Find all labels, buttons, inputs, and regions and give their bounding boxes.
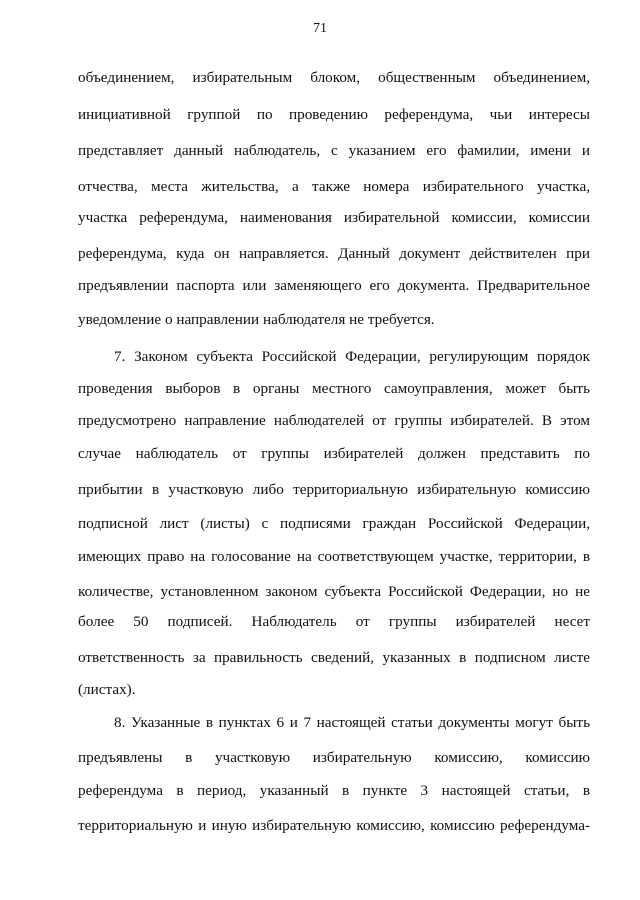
text-line: отчества, места жительства, а также номера избирательного участка, bbox=[78, 178, 590, 195]
paragraph-7-start: 7. Законом субъекта Российской Федерации, регулирующим порядок bbox=[114, 348, 590, 365]
page-number: 71 bbox=[313, 21, 327, 36]
text-line: предусмотрено направление наблюдателей от группы избирателей. В этом bbox=[78, 412, 590, 429]
text-line: участка референдума, наименования избирательной комиссии, комиссии bbox=[78, 209, 590, 226]
text-line: инициативной группой по проведению референдума, чьи интересы bbox=[78, 106, 590, 123]
text-line: предъявлении паспорта или заменяющего его документа. Предварительное bbox=[78, 277, 590, 294]
text-line: прибытии в участковую либо территориальную избирательную комиссию bbox=[78, 481, 590, 498]
text-line: случае наблюдатель от группы избирателей должен представить по bbox=[78, 445, 590, 462]
text-line: предъявлены в участковую избирательную комиссию, комиссию bbox=[78, 749, 590, 766]
text-line: ответственность за правильность сведений, указанных в подписном листе bbox=[78, 649, 590, 666]
text-line: объединением, избирательным блоком, общественным объединением, bbox=[78, 69, 590, 86]
text-line: представляет данный наблюдатель, с указанием его фамилии, имени и bbox=[78, 142, 590, 159]
text-line: уведомление о направлении наблюдателя не требуется. bbox=[78, 311, 435, 328]
text-line: референдума в период, указанный в пункте 3 настоящей статьи, в bbox=[78, 782, 590, 799]
text-line: территориальную и иную избирательную комиссию, комиссию референдума- bbox=[78, 817, 590, 834]
text-line: (листах). bbox=[78, 681, 136, 698]
text-line: подписной лист (листы) с подписями граждан Российской Федерации, bbox=[78, 515, 590, 532]
text-line: имеющих право на голосование на соответствующем участке, территории, в bbox=[78, 548, 590, 565]
text-line: количестве, установленном законом субъекта Российской Федерации, но не bbox=[78, 583, 590, 600]
text-line: референдума, куда он направляется. Данный документ действителен при bbox=[78, 245, 590, 262]
text-line: проведения выборов в органы местного самоуправления, может быть bbox=[78, 380, 590, 397]
text-line: более 50 подписей. Наблюдатель от группы избирателей несет bbox=[78, 613, 590, 630]
paragraph-8-start: 8. Указанные в пунктах 6 и 7 настоящей статьи документы могут быть bbox=[114, 714, 590, 731]
